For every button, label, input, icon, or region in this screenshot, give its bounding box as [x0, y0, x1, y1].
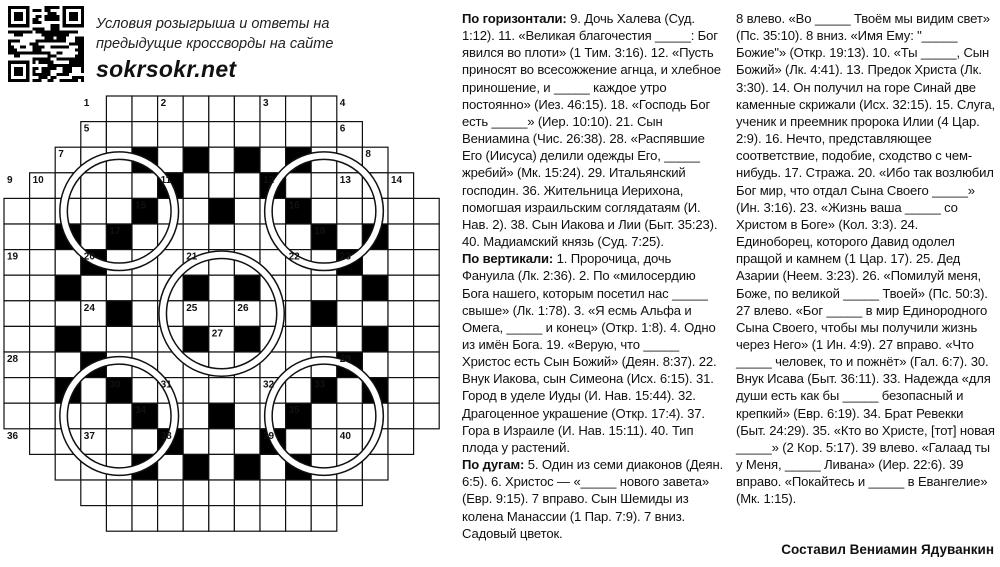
grid-cell[interactable]	[286, 96, 312, 122]
grid-cell[interactable]	[183, 224, 209, 250]
clue-number: 4	[339, 98, 346, 109]
clue-number: 21	[186, 251, 198, 263]
clue-number: 14	[391, 174, 403, 186]
grid-cell[interactable]	[183, 378, 209, 404]
clue-number: 29	[339, 354, 351, 365]
grid-cell[interactable]	[209, 173, 235, 199]
clues-arcs-text: 5. Один из семи диаконов (Деян. 6:5). 6. Христос — «_____ нового завета» (Евр. 9:15). 7 вправо. Сын Шемиды из колена Манассии (1 Пар. 7:9). 7 вниз. Садовый цветок.	[462, 457, 724, 541]
grid-cell[interactable]	[337, 224, 363, 250]
clues-vertical-text: 1. Пророчица, дочь Фануила (Лк. 2:36). 2. По «милосердию Бога нашего, которым посетил нас _____ свыше» (Лк. 1:78). 3. «Я есмь Альфа и Омега, _____ и конец» (Откр. 1:8). 4. Одно из имён Бога. 19. «Верую, что _____ Христос есть Сын Божий» (Деян. 8:37). 22. Внук Иакова, сын Симеона (Исх. 6:15). 31. Город в уделе Иуды (И. Нав. 15:44). 32. Драгоценное украшение (Откр. 17:4). 37. Гора в Израиле (И. Нав. 15:11). 40. Тип плода у растений.	[462, 251, 717, 455]
grid-cell[interactable]	[209, 275, 235, 301]
heading-arcs: По дугам:	[462, 457, 525, 473]
grid-cell[interactable]	[414, 224, 440, 250]
grid-cell[interactable]	[337, 275, 363, 301]
grid-cell[interactable]	[337, 480, 363, 506]
grid-cell[interactable]	[234, 378, 260, 404]
crossword-grid	[0, 0, 460, 567]
clue-number: 40	[339, 430, 351, 442]
grid-cell[interactable]	[183, 198, 209, 224]
clue-number: 2	[160, 98, 167, 109]
grid-cell[interactable]	[286, 224, 312, 250]
grid-cell	[234, 326, 260, 352]
grid-cell[interactable]	[4, 301, 30, 327]
clue-number: 37	[83, 430, 95, 442]
grid-cell[interactable]	[311, 96, 337, 122]
grid-cell[interactable]	[260, 122, 286, 148]
grid-cell[interactable]	[209, 122, 235, 148]
grid-cell[interactable]	[311, 173, 337, 199]
grid-cell	[234, 147, 260, 173]
grid-cell[interactable]	[209, 96, 235, 122]
clues-horizontal-text: 9. Дочь Халева (Суд. 1:12). 11. «Великая благочестия _____: Бог явился во плоти» (1 Тим. 3:16). 12. «Пусть приносят во всесожжение агнца, и хлебное приношение, и _____ каждое утро постоянно» (Иез. 46:15). 18. «Господь Бог есть _____» (Иер. 10:10). 21. Сын Вениамина (Чис. 26:38). 28. «Распявшие Его (Иисуса) делили одежды Его, _____ жребий» (Мк. 15:24). 29. Итальянский господин. 36. Жительница Иерихона, помогшая израильским соглядатаям (И. Нав. 2). 38. Сын Иакова и Лии (Быт. 35:23). 40. Мадиамский князь (Суд. 7:25).	[462, 11, 721, 250]
grid-cell[interactable]	[286, 275, 312, 301]
grid-cell[interactable]	[132, 378, 158, 404]
grid-cell[interactable]	[106, 506, 132, 532]
grid-cell[interactable]	[311, 275, 337, 301]
grid-cell[interactable]	[234, 173, 260, 199]
grid-cell[interactable]	[81, 224, 107, 250]
grid-cell[interactable]	[132, 429, 158, 455]
grid-cell[interactable]	[414, 352, 440, 378]
grid-cell[interactable]	[414, 275, 440, 301]
grid-cell[interactable]	[132, 506, 158, 532]
clue-number: 16	[288, 200, 300, 212]
clue-number: 22	[288, 251, 300, 263]
grid-cell[interactable]	[81, 326, 107, 352]
grid-cell	[183, 147, 209, 173]
grid-cell[interactable]	[55, 301, 81, 327]
grid-cell	[362, 326, 388, 352]
grid-cell[interactable]	[30, 250, 56, 276]
grid-cell[interactable]	[30, 352, 56, 378]
grid-cell	[183, 454, 209, 480]
grid-cell[interactable]	[106, 173, 132, 199]
grid-cell[interactable]	[132, 173, 158, 199]
clue-number: 5	[83, 123, 90, 135]
grid-cell[interactable]	[209, 506, 235, 532]
grid-cell[interactable]	[414, 326, 440, 352]
grid-cell[interactable]	[81, 378, 107, 404]
grid-cell[interactable]	[158, 506, 184, 532]
grid-cell[interactable]	[388, 198, 414, 224]
clue-number: 31	[160, 379, 172, 391]
grid-cell[interactable]	[183, 480, 209, 506]
grid-cell[interactable]	[260, 506, 286, 532]
grid-cell[interactable]	[311, 429, 337, 455]
clue-number: 20	[83, 251, 95, 263]
grid-cell[interactable]	[209, 147, 235, 173]
grid-cell[interactable]	[30, 224, 56, 250]
grid-cell[interactable]	[106, 403, 132, 429]
grid-cell[interactable]	[337, 198, 363, 224]
clue-number: 32	[263, 379, 275, 391]
grid-cell[interactable]	[234, 198, 260, 224]
grid-cell	[183, 275, 209, 301]
grid-cell[interactable]	[414, 250, 440, 276]
grid-cell[interactable]	[209, 454, 235, 480]
clue-number: 9	[7, 174, 13, 186]
grid-cell[interactable]	[132, 122, 158, 148]
grid-cell[interactable]	[286, 122, 312, 148]
clue-number: 25	[186, 302, 198, 314]
grid-cell[interactable]	[209, 429, 235, 455]
grid-cell	[234, 454, 260, 480]
grid-cell[interactable]	[234, 122, 260, 148]
grid-cell[interactable]	[234, 429, 260, 455]
grid-cell	[106, 301, 132, 327]
grid-cell[interactable]	[388, 224, 414, 250]
clue-number: 6	[339, 123, 346, 135]
grid-cell[interactable]	[30, 275, 56, 301]
grid-cell[interactable]	[388, 326, 414, 352]
clue-number: 38	[160, 430, 172, 442]
grid-cell[interactable]	[183, 506, 209, 532]
grid-cell[interactable]	[4, 198, 30, 224]
clue-number: 26	[237, 302, 249, 314]
grid-cell[interactable]	[311, 122, 337, 148]
grid-cell[interactable]	[183, 429, 209, 455]
grid-cell[interactable]	[337, 301, 363, 327]
grid-cell[interactable]	[30, 378, 56, 404]
grid-cell[interactable]	[234, 96, 260, 122]
clue-number: 15	[135, 200, 147, 212]
heading-vertical: По вертикали:	[462, 251, 554, 267]
grid-cell[interactable]	[414, 301, 440, 327]
grid-cell[interactable]	[183, 403, 209, 429]
clue-number: 11	[160, 174, 172, 186]
grid-cell[interactable]	[388, 403, 414, 429]
clue-number: 17	[109, 226, 121, 237]
grid-cell[interactable]	[158, 480, 184, 506]
grid-cell[interactable]	[362, 301, 388, 327]
grid-cell[interactable]	[209, 480, 235, 506]
grid-cell[interactable]	[388, 378, 414, 404]
grid-cell[interactable]	[234, 403, 260, 429]
clue-number: 8	[365, 149, 371, 161]
grid-cell[interactable]	[81, 275, 107, 301]
clue-number: 19	[7, 251, 19, 263]
grid-cell[interactable]	[158, 122, 184, 148]
clues-column-1	[462, 10, 724, 542]
clues-vertical	[462, 250, 724, 456]
clue-number: 1	[83, 98, 90, 109]
grid-cell[interactable]	[260, 480, 286, 506]
grid-cell[interactable]	[311, 506, 337, 532]
grid-cell[interactable]	[286, 378, 312, 404]
grid-cell[interactable]	[311, 326, 337, 352]
grid-cell	[209, 403, 235, 429]
clues-arcs	[462, 456, 724, 542]
grid-cell	[209, 198, 235, 224]
grid-cell	[311, 301, 337, 327]
grid-cell[interactable]	[132, 275, 158, 301]
grid-cell[interactable]	[4, 403, 30, 429]
site-url[interactable]: sokrsokr.net	[96, 56, 237, 82]
grid-cell[interactable]	[286, 480, 312, 506]
grid-cell	[234, 275, 260, 301]
grid-cell[interactable]	[286, 173, 312, 199]
info-line-2: предыдущие кроссворды на сайте	[96, 36, 334, 52]
clue-number: 18	[314, 226, 326, 237]
grid-cell[interactable]	[106, 480, 132, 506]
grid-cell	[183, 326, 209, 352]
grid-cell	[55, 326, 81, 352]
grid-cell[interactable]	[388, 429, 414, 455]
grid-cell[interactable]	[286, 301, 312, 327]
clue-number: 35	[288, 405, 300, 417]
clue-number: 39	[263, 430, 275, 442]
grid-cell[interactable]	[106, 275, 132, 301]
clue-number: 27	[211, 328, 223, 340]
clue-number: 28	[7, 354, 19, 365]
grid-cell[interactable]	[286, 506, 312, 532]
grid-cell[interactable]	[234, 480, 260, 506]
grid-cell[interactable]	[286, 429, 312, 455]
clues-column-2	[736, 10, 996, 508]
clue-number: 36	[7, 430, 19, 442]
grid-cell[interactable]	[388, 275, 414, 301]
grid-cell[interactable]	[30, 403, 56, 429]
grid-cell[interactable]	[106, 96, 132, 122]
grid-cell	[362, 275, 388, 301]
grid-cell[interactable]	[337, 378, 363, 404]
clue-number: 34	[135, 405, 147, 417]
grid-cell[interactable]	[106, 429, 132, 455]
author-credit: Составил Вениамин Ядуванкин	[781, 542, 994, 557]
grid-cell[interactable]	[81, 403, 107, 429]
grid-cell[interactable]	[311, 198, 337, 224]
clue-number: 23	[339, 251, 351, 263]
clue-number: 10	[32, 174, 44, 186]
grid-cell[interactable]	[183, 96, 209, 122]
grid-cell[interactable]	[311, 480, 337, 506]
grid-cell[interactable]	[132, 326, 158, 352]
grid-cell[interactable]	[209, 378, 235, 404]
grid-cell[interactable]	[337, 326, 363, 352]
grid-cell[interactable]	[81, 173, 107, 199]
grid-cell[interactable]	[286, 326, 312, 352]
clue-number: 7	[58, 149, 64, 161]
grid-cell[interactable]	[388, 352, 414, 378]
grid-cell[interactable]	[30, 326, 56, 352]
grid-cell[interactable]	[183, 122, 209, 148]
clue-number: 24	[83, 302, 95, 314]
grid-cell[interactable]	[132, 224, 158, 250]
grid-cell[interactable]	[30, 301, 56, 327]
grid-cell[interactable]	[30, 429, 56, 455]
grid-cell[interactable]	[132, 480, 158, 506]
grid-cell[interactable]	[414, 378, 440, 404]
grid-cell[interactable]	[388, 250, 414, 276]
clues-continued: 8 влево. «Во _____ Твоём мы видим свет» (Пс. 35:10). 8 вниз. «Имя Ему: "_____ Божие"» (Откр. 19:13). 10. «Ты _____, Сын Божий» (Лк. 4:41). 13. Предок Христа (Лк. 3:30). 14. Он получил на горе Синай две каменные скрижали (Исх. 32:15). 15. Слуга, ученик и преемник пророка Илии (4 Цар. 2:9). 16. Нечто, представляющее соответствие, подобие, сходство с чем-нибудь. 17. Стража. 20. «Ибо так возлюбил Бог мир, что отдал Сына Своего _____» (Ин. 3:16). 23. «Жизнь ваша _____ со Христом в Боге» (Кол. 3:3). 24. Единоборец, которого Давид одолел пращой и камнем (1 Цар. 17). 25. Дед Азарии (Неем. 3:23). 26. «Помилуй меня, Боже, по великой _____ Твоей» (Пс. 50:3). 27 влево. «Бог _____ в мир Единородного Сына Своего, чтобы мы получили жизнь через Него» (1 Ин. 4:9). 27 вправо. «Что _____ человек, то и пожнёт» (Гал. 6:7). 30. Внук Исава (Быт. 36:11). 33. Надежда «для души есть как бы _____ безопасный и крепкий» (Евр. 6:19). 34. Брат Ревекки (Быт. 24:29). 35. «Кто во Христе, [тот] новая _____» (2 Кор. 5:17). 39 влево. «Галаад ты у Меня, _____ Ливана» (Иер. 22:6). 39 вправо. «Покайтесь и _____ в Евангелие» (Мк. 1:15).	[736, 11, 996, 507]
grid-cell[interactable]	[183, 173, 209, 199]
grid-cell[interactable]	[414, 198, 440, 224]
grid-cell[interactable]	[4, 378, 30, 404]
clues-horizontal	[462, 10, 724, 250]
grid-cell[interactable]	[132, 96, 158, 122]
grid-cell[interactable]	[81, 480, 107, 506]
clue-number: 33	[314, 379, 326, 391]
grid-cell[interactable]	[30, 198, 56, 224]
grid-cell[interactable]	[234, 224, 260, 250]
grid-cell[interactable]	[106, 198, 132, 224]
clue-number: 30	[109, 379, 121, 391]
grid-cell[interactable]	[132, 301, 158, 327]
grid-cell[interactable]	[81, 198, 107, 224]
grid-cell[interactable]	[337, 403, 363, 429]
grid-cell[interactable]	[311, 403, 337, 429]
clue-number: 13	[339, 174, 351, 186]
grid-cell[interactable]	[234, 506, 260, 532]
clue-number: 3	[263, 98, 269, 109]
grid-cell[interactable]	[4, 326, 30, 352]
grid-cell[interactable]	[4, 224, 30, 250]
grid-cell[interactable]	[4, 275, 30, 301]
grid-cell	[55, 275, 81, 301]
grid-cell[interactable]	[106, 122, 132, 148]
grid-cell[interactable]	[388, 301, 414, 327]
clue-number: 12	[263, 174, 275, 186]
grid-cell[interactable]	[106, 326, 132, 352]
heading-horizontal: По горизонтали:	[462, 11, 567, 26]
grid-cell[interactable]	[414, 403, 440, 429]
grid-cell[interactable]	[209, 224, 235, 250]
info-line-1: Условия розыгрыша и ответы на	[96, 16, 330, 32]
